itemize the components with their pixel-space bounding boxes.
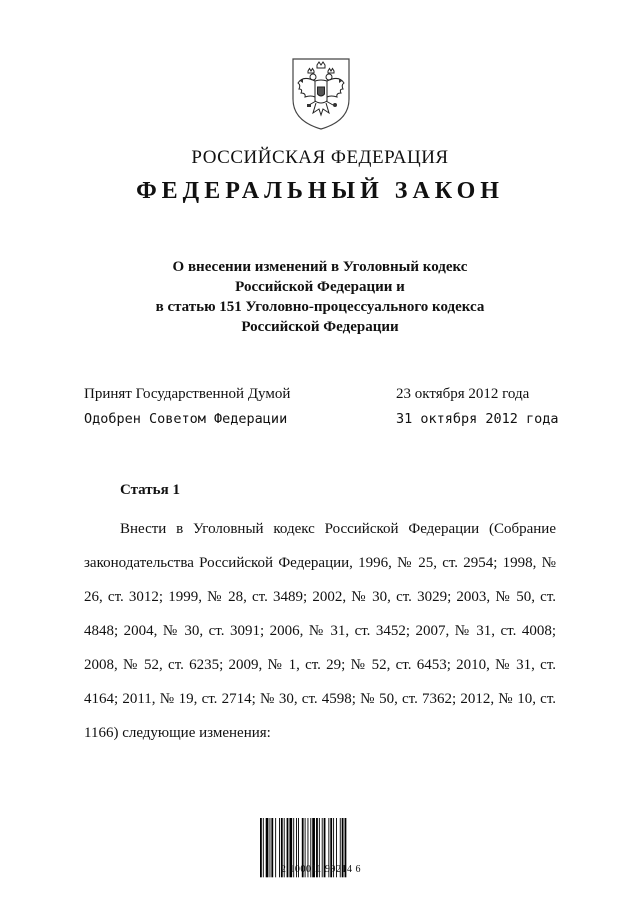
law-title-line: Российской Федерации и bbox=[235, 279, 405, 295]
country-name: РОССИЙСКАЯ ФЕДЕРАЦИЯ bbox=[191, 147, 449, 168]
russian-coat-of-arms-icon bbox=[289, 55, 353, 131]
law-title-line: в статью 151 Уголовно-процессуального кодекса bbox=[155, 299, 485, 315]
adoption-row-council bbox=[84, 411, 559, 427]
adoption-label: Принят Государственной Думой bbox=[84, 386, 291, 402]
document-type: ФЕДЕРАЛЬНЫЙ ЗАКОН bbox=[136, 178, 504, 204]
adoption-date: 31 октября 2012 года bbox=[396, 411, 559, 427]
law-title-line: Российской Федерации bbox=[241, 319, 399, 335]
article-paragraph: Внести в Уголовный кодекс Российской Федерации (Собрание законодательства Российской Федерации, 1996, № 25, ст. 2954; 1998, № 26, ст. 3012; 1999, № 28, ст. 3489; 2002, № 30, ст. 3029; 2003, № 50, ст. 4848; 2004, № 30, ст. 3091; 2006, № 31, ст. 3452; 2007, № 31, ст. 4008; 2008, № 52, ст. 6235; 2009, № 1, ст. 29; № 52, ст. 6453; 2010, № 31, ст. 4164; 2011, № 19, ст. 2714; № 30, ст. 4598; № 50, ст. 7362; 2012, № 10, ст. 1166) следующие изменения: bbox=[84, 521, 556, 741]
adoption-date: 23 октября 2012 года bbox=[396, 386, 530, 402]
law-title-line: О внесении изменений в Уголовный кодекс bbox=[172, 259, 468, 275]
adoption-row-duma bbox=[84, 386, 556, 403]
adoption-label: Одобрен Советом Федерации bbox=[84, 411, 288, 427]
barcode-number: 2 100011 99214 6 bbox=[280, 864, 362, 875]
article-heading: Статья 1 bbox=[120, 482, 180, 498]
law-title bbox=[0, 257, 640, 337]
article-body bbox=[84, 512, 556, 750]
